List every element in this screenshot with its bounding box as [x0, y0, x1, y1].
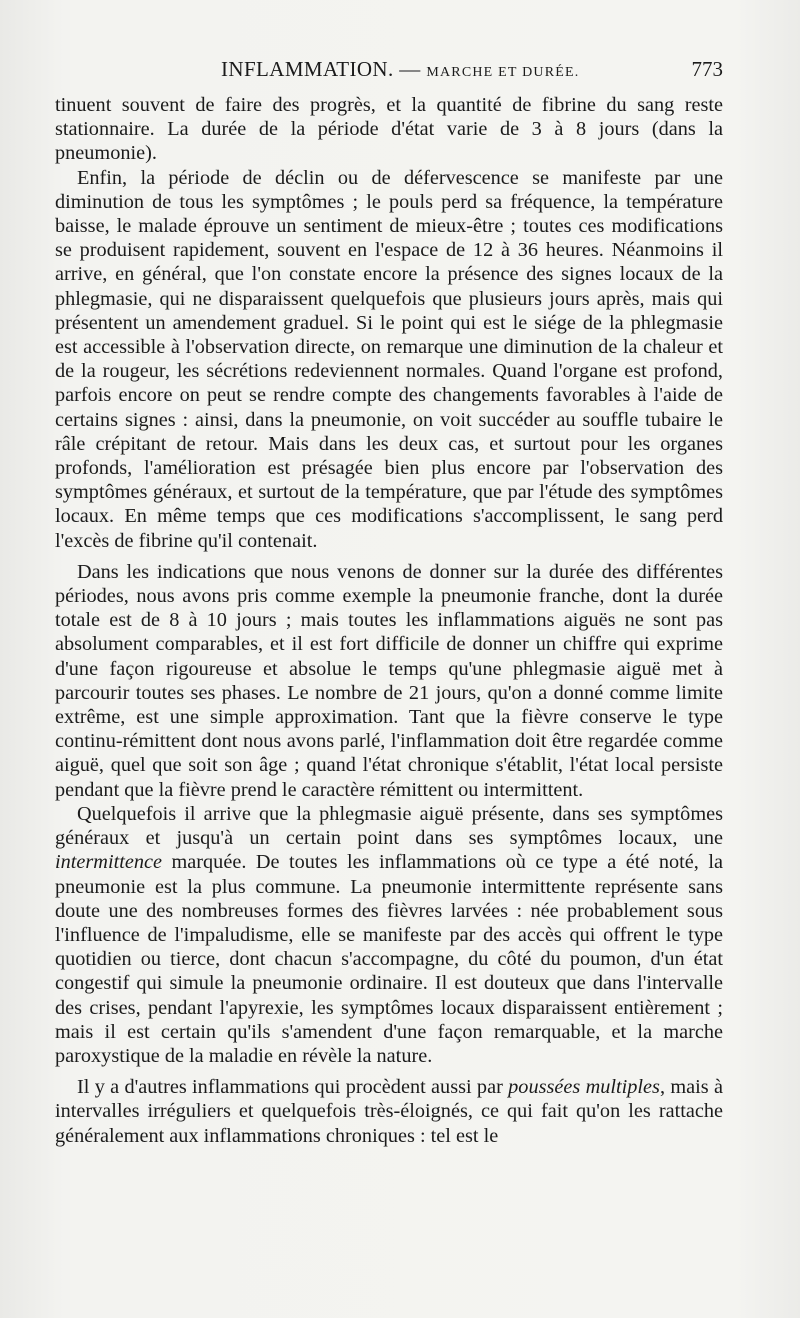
paragraph-intermittence	[55, 802, 723, 1068]
paragraph-text: Il y a d'autres inflammations qui procèdent aussi par	[77, 1076, 509, 1099]
emphasis-poussees-multiples: poussées multiples	[508, 1076, 660, 1099]
paragraph-text: marquée. De toutes les inflammations où ce type a été noté, la pneumonie est la plus commune. La pneumonie intermittente représente sans doute une des nombreuses formes des fièvres larvées : née probablement sous l'influence de l'impaludisme, elle se manifeste par des accès qui offrent le type quotidien ou tierce, dont chacun s'accompagne, du côté du poumon, d'un état congestif qui simule la pneumonie ordinaire. Il est douteux que dans l'intervalle des crises, pendant l'apyrexie, les symptômes locaux disparaissent entièrement ; mais il est certain qu'ils s'amendent d'une façon remarquable, et la marche paroxystique de la maladie en révèle la nature.	[55, 851, 723, 1067]
paragraph-declin: Enfin, la période de déclin ou de défervescence se manifeste par une diminution de tous les symptômes ; le pouls perd sa fréquence, la température baisse, le malade éprouve un sentiment de mieux-être ; toutes ces modifications se produisent rapidement, souvent en l'espace de 12 à 36 heures. Néanmoins il arrive, en général, que l'on constate encore la présence des signes locaux de la phlegmasie, qui ne disparaissent quelquefois que plusieurs jours après, mais qui présentent un amendement graduel. Si le point qui est le siége de la phlegmasie est accessible à l'observation directe, on remarque une diminution de la chaleur et de la rougeur, les sécrétions redeviennent normales. Quand l'organe est profond, parfois encore on peut se rendre compte des changements favorables à l'aide de certains signes : ainsi, dans la pneumonie, on voit succéder au souffle tubaire le râle crépitant de retour. Mais dans les deux cas, et surtout pour les organes profonds, l'amélioration est présagée bien plus encore par l'observation des symptômes généraux, et surtout de la température, que par l'étude des symptômes locaux. En même temps que ces modifications s'accomplissent, le sang perd l'excès de fibrine qu'il contenait.	[55, 166, 723, 552]
paragraph-text: Quelquefois il arrive que la phlegmasie aiguë présente, dans ses symptômes généraux et jusqu'à un certain point dans ses symptômes locaux, une	[55, 802, 723, 850]
paragraph-duree: Dans les indications que nous venons de donner sur la durée des différentes périodes, nous avons pris comme exemple la pneumonie franche, dont la durée totale est de 8 à 10 jours ; mais toutes les inflammations aiguës ne sont pas absolument comparables, et il est fort difficile de donner un chiffre qui exprime d'une façon rigoureuse et absolue le temps qu'une phlegmasie aiguë met à parcourir toutes ses phases. Le nombre de 21 jours, qu'on a donné comme limite extrême, est une simple approximation. Tant que la fièvre conserve le type continu-rémittent dont nous avons parlé, l'inflammation doit être regardée comme aiguë, quel que soit son âge ; quand l'état chronique s'établit, l'état local persiste pendant que la fièvre prend le caractère rémittent ou intermittent.	[55, 560, 723, 801]
body-text	[55, 93, 723, 1148]
paragraph-continuation: tinuent souvent de faire des progrès, et la quantité de fibrine du sang reste stationnaire. La durée de la période d'état varie de 3 à 8 jours (dans la pneumonie).	[55, 94, 723, 165]
emphasis-intermittence: intermittence	[55, 851, 163, 874]
running-title	[221, 57, 579, 82]
title-section: MARCHE ET DURÉE.	[426, 65, 580, 80]
page-number: 773	[691, 57, 723, 81]
title-main: INFLAMMATION.	[221, 57, 394, 81]
title-dash: —	[393, 57, 427, 81]
paragraph-text: , mais à intervalles irréguliers et quelquefois très-éloignés, ce qui fait qu'on les rattache généralement aux inflammations chroniques : tel est le	[55, 1076, 723, 1147]
running-header	[55, 57, 723, 87]
paragraph-poussees	[55, 1075, 723, 1148]
